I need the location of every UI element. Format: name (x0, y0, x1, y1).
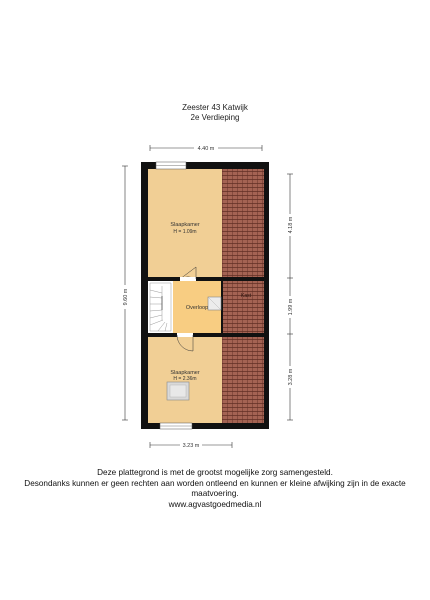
disclaimer (0, 468, 430, 510)
window-bottom (160, 423, 192, 429)
interior-wall-lower (148, 333, 264, 337)
stairwell (148, 281, 173, 333)
bedroom-top-name: Slaapkamer (170, 222, 200, 228)
storage-name: Kast (240, 293, 252, 299)
dimension-top (150, 143, 262, 152)
dimension-right-bottom-label: 3.28 m (288, 368, 294, 386)
bedroom-top-height: H = 1.09m (173, 229, 197, 235)
dimension-bottom-label: 3.23 m (182, 443, 200, 449)
disclaimer-line-1: Deze plattegrond is met de grootst mogelijke zorg samengesteld. (97, 468, 333, 477)
dimension-right-middle-label: 1.99 m (288, 298, 294, 316)
dimension-right (286, 174, 294, 420)
interior-wall-upper (148, 277, 264, 281)
bedroom-bottom-height: H = 2.36m (173, 376, 197, 382)
hatch-landing (208, 297, 221, 310)
dimension-left (121, 166, 129, 420)
dimension-top-label: 4.40 m (197, 146, 215, 152)
dimension-right-top-label: 4.18 m (288, 216, 294, 234)
interior-wall-kast (221, 281, 223, 333)
window-top (156, 162, 186, 169)
bedroom-bottom-name: Slaapkamer (170, 370, 200, 376)
disclaimer-line-2: Desondanks kunnen er geen rechten aan worden ontleend en kunnen er kleine afwijking zijn in de exacte maatvoering. (24, 478, 406, 498)
website-link[interactable]: www.agvastgoedmedia.nl (168, 499, 262, 509)
hatch-bedroom (167, 382, 189, 400)
dimension-bottom (150, 440, 232, 449)
floor-label: 2e Verdieping (190, 113, 240, 122)
dimension-left-label: 9.60 m (123, 288, 129, 306)
address-label: Zeester 43 Katwijk (182, 103, 248, 112)
landing-name: Overloop (185, 305, 209, 311)
